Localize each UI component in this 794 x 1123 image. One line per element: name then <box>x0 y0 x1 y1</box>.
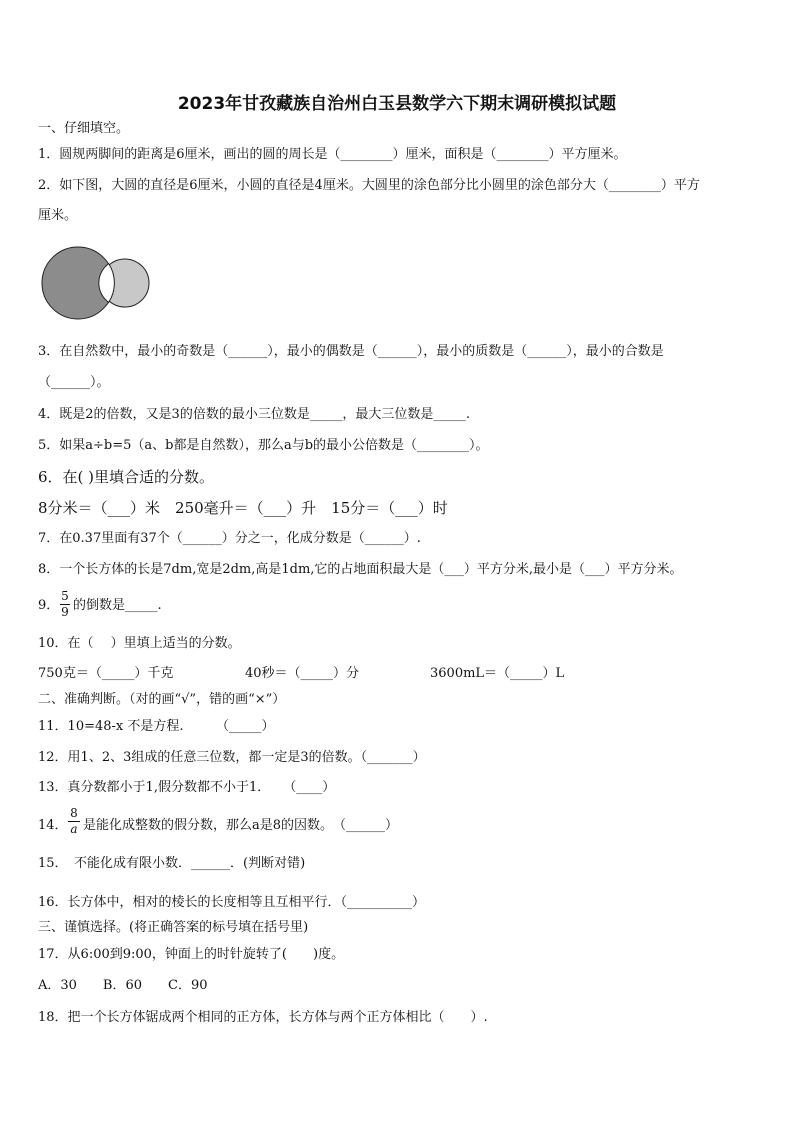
question-14-fraction <box>68 807 80 836</box>
question-9-number: 9． <box>38 598 60 613</box>
question-17: 17．从6:00到9:00，钟面上的时针旋转了( )度。 <box>38 947 345 962</box>
question-16: 16．长方体中，相对的棱长的长度相等且互相平行．（__________） <box>38 895 426 910</box>
question-14-text: 是能化成整数的假分数，那么a是8的因数。 （______） <box>83 818 399 833</box>
fraction-numerator: 5 <box>61 589 69 603</box>
question-12: 12．用1、2、3组成的任意三位数，都一定是3的倍数。（_______） <box>38 750 426 765</box>
section-heading-3: 三、谨慎选择。(将正确答案的标号填在括号里) <box>38 920 309 935</box>
question-10-a: 750克＝（_____）千克 <box>38 666 174 681</box>
section-heading-1: 一、仔细填空。 <box>38 121 130 136</box>
question-15: 15． 不能化成有限小数．______．(判断对错) <box>38 856 306 871</box>
fraction-denominator: a <box>70 822 78 836</box>
question-10-b: 40秒＝（_____）分 <box>245 666 360 681</box>
question-2-line-1: 2．如下图，大圆的直径是6厘米，小圆的直径是4厘米。大圆里的涂色部分比小圆里的涂色部分大（________）平方 <box>38 178 700 193</box>
question-17-options: A．30 B．60 C．90 <box>38 978 208 993</box>
question-8: 8．一个长方体的长是7dm,宽是2dm,高是1dm,它的占地面积最大是（___）平方分米,最小是（___）平方分米。 <box>38 562 683 577</box>
circles-figure <box>40 243 155 323</box>
question-7: 7．在0.37里面有37个（______）分之一，化成分数是（______）. <box>38 531 421 546</box>
question-14-number: 14． <box>38 818 68 833</box>
question-9-fraction <box>60 590 70 619</box>
question-2-line-2: 厘米。 <box>38 208 78 223</box>
fraction-numerator: 8 <box>70 806 78 820</box>
question-10-c: 3600mL＝（_____）L <box>430 666 565 681</box>
page-title: 2023年甘孜藏族自治州白玉县数学六下期末调研模拟试题 <box>177 94 617 114</box>
question-9-text: 的倒数是_____. <box>73 598 162 613</box>
section-heading-2: 二、准确判断。（对的画“√”，错的画“×”） <box>38 692 286 707</box>
question-6-line-2: 8分米＝（___）米 250毫升＝（___）升 15分＝（___）时 <box>38 499 448 517</box>
fraction-denominator: 9 <box>61 605 69 619</box>
question-11: 11．10=48-x 不是方程. （_____） <box>38 719 275 734</box>
question-3-line-1: 3．在自然数中，最小的奇数是（______），最小的偶数是（______），最小的质数是（______），最小的合数是 <box>38 344 664 359</box>
question-3-line-2: （______）。 <box>38 375 110 390</box>
question-18: 18．把一个长方体锯成两个相同的正方体，长方体与两个正方体相比（ ）. <box>38 1010 488 1025</box>
question-10: 10．在（ ）里填上适当的分数。 <box>38 636 241 651</box>
question-4: 4．既是2的倍数，又是3的倍数的最小三位数是_____，最大三位数是_____. <box>38 407 470 422</box>
question-13: 13．真分数都小于1,假分数都不小于1． （____） <box>38 780 336 795</box>
question-1: 1．圆规两脚间的距离是6厘米，画出的圆的周长是（________）厘米，面积是（________）平方厘米。 <box>38 147 627 162</box>
question-5: 5．如果a÷b=5（a、b都是自然数），那么a与b的最小公倍数是（________）。 <box>38 438 489 453</box>
question-6: 6．在( )里填合适的分数。 <box>38 468 215 486</box>
